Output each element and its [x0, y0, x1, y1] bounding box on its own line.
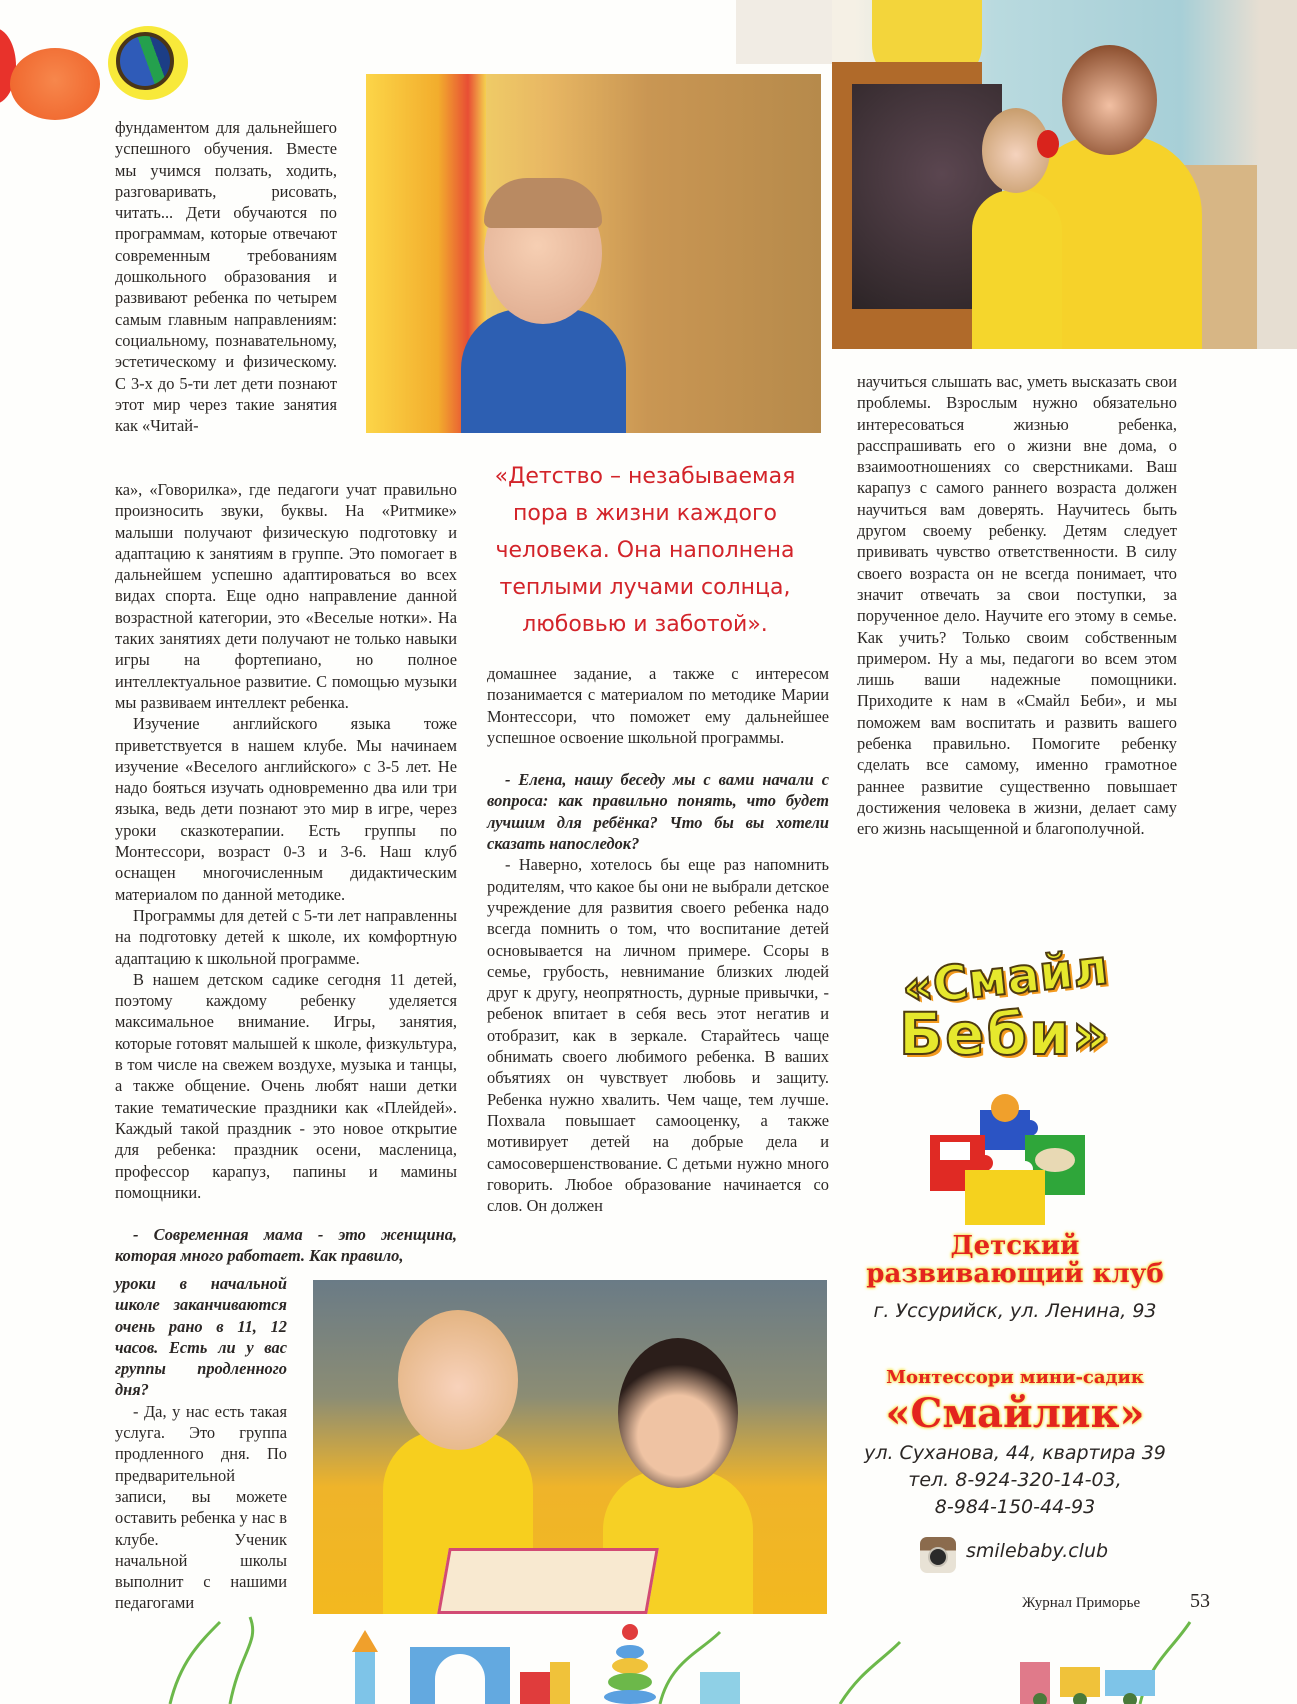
page-number: 53: [1190, 1590, 1210, 1612]
club-logo: [840, 939, 1170, 1068]
club-address: г. Уссурийск, ул. Ленина, 93: [873, 1300, 1157, 1322]
puzzle-book: [940, 1142, 970, 1160]
decorative-toys-footer: [140, 1612, 1297, 1704]
interview-answer: - Наверно, хотелось бы еще раз напомнить родителям, что какое бы они не выбрали детское учреждение для развития своего ребенка надо всегда помнить о том, что воспитание детей основывается на личном примере. Ссоры в семье, грубость, невнимание близких людей друг к другу, неопрятность, дурные привычки, - ребенок впитает в себя весь этот негатив и отобразит, как в зеркале. Старайтесь чаще обнимать своего любимого ребенка. В ваших объятиях он чувствует любовь и защиту. Ребенка нужно хвалить. Чем чаще, тем лучше. Похвала повышает самооценку, а также мотивирует детей на добрые дела и самосовершенствование. С детьми нужно много говорить. Любое образование начинается со слов. Он должен: [487, 855, 829, 1216]
block-yellow: [550, 1662, 570, 1704]
toy-train: [1020, 1662, 1155, 1704]
paragraph: ка», «Говорилка», где педагоги учат правильно произносить звуки, буквы. На «Ритмике» малыши получают физическую подготовку и адаптацию к занятиям в группе. Это помогает в дальнейшем успешно адаптироваться во всех видах спорта. Еще одно направление данной возрастной категории, это «Веселые нотки». На таких занятиях дети получают не только навыки игры на фортепиано, но полное интеллектуальное развитие. С помощью музыки мы развиваем интеллект ребенка.: [115, 480, 457, 712]
photo-teacher-head: [1062, 45, 1157, 155]
paragraph: Изучение английского языка тоже приветствуется в нашем клубе. Мы начинаем изучение «Веселого английского» с 3-5 лет. Не надо бояться изучать одновременно два или три языка, ведь дети познают это мир в игре, через уроки сказкотерапии. Есть группы по Монтессори, возраст 0-3 и 3-6. Наш клуб оснащен многочисленным дидактическим материалом по данной методике.: [115, 714, 457, 904]
interview-question: - Елена, нашу беседу мы с вами начали с вопроса: как правильно понять, что будет лучшим для ребёнка? Что бы вы хотели сказать напоследок?: [487, 770, 829, 854]
interview-question: уроки в начальной школе заканчиваются очень рано в 11, 12 часов. Есть ли у вас группы продленного дня?: [115, 1274, 287, 1400]
instagram-icon: [920, 1537, 956, 1573]
website-link[interactable]: smilebaby.club: [966, 1540, 1109, 1562]
photo-teacher-and-girl: [832, 0, 1297, 349]
puzzle-yellow: [965, 1170, 1045, 1225]
arch-cutout: [435, 1654, 485, 1704]
photo-boy-at-door: [366, 74, 821, 433]
phone-1: тел. 8-924-320-14-03,: [908, 1469, 1122, 1491]
puzzle-ball: [991, 1094, 1019, 1122]
logo-line-1: «Смайл: [899, 939, 1111, 1017]
photo-puzzle-board: [437, 1548, 659, 1614]
article-col2: [487, 663, 829, 1216]
puzzle-pieces-icon: [920, 1090, 1100, 1230]
photo-boy-shirt: [461, 309, 626, 433]
photo-girl-head: [618, 1338, 738, 1488]
article-col1-narrow: [115, 1273, 287, 1614]
puzzle-palette: [1035, 1148, 1075, 1172]
paragraph: Программы для детей с 5-ти лет направленны на подготовку детей к школе, их комфортную адаптацию к школьной программе.: [115, 905, 457, 968]
block-roof: [352, 1630, 378, 1652]
decorative-ball-icon: [116, 32, 174, 90]
article-col1-intro: [115, 117, 337, 436]
pull-quote: «Детство – незабываемая пора в жизни каждого человека. Она наполнена теплыми лучами солнца, любовью и заботой».: [494, 464, 796, 637]
block-red: [520, 1672, 550, 1704]
photo-kids-with-puzzle: [313, 1280, 827, 1614]
interview-answer: - Да, у нас есть такая услуга. Это группа продленного дня. По предварительной записи, вы можете оставить ребенка у нас в клубе. Ученик начальной школы выполнит с нашими педагогами: [115, 1401, 287, 1613]
journal-name: Журнал Приморье: [1022, 1595, 1141, 1611]
article-col3: [857, 371, 1177, 840]
photo-backdrop: [736, 0, 836, 64]
block-tower: [355, 1652, 375, 1704]
photo-girl: [972, 190, 1062, 349]
paragraph: домашнее задание, а также с интересом позанимается с материалом по методике Марии Монтессори, что поможет ему дальнейшее успешное освоение школьной программы.: [487, 664, 829, 747]
branch-name: «Смайлик»: [885, 1390, 1145, 1437]
photo-boy-hair: [484, 178, 602, 228]
paragraph: В нашем детском садике сегодня 11 детей, поэтому каждому ребенку уделяется максимальное внимание. Игры, занятия, которые готовят малышей к школе, физкультура, в том числе на свежем воздухе, музыка и танцы, а также общение. Очень любят наши детки такие тематические праздники как «Плейдей». Каждый такой праздник - это новое открытие для ребенка: праздник осени, масленица, профессор карапуз, папины и мамины помощники.: [115, 969, 457, 1202]
logo-line-2: Беби»: [898, 1000, 1112, 1068]
branch-title: Монтессори мини-садик: [886, 1367, 1144, 1388]
ring-pyramid: [604, 1624, 656, 1704]
paragraph: научиться слышать вас, уметь высказать свои проблемы. Взрослым нужно обязательно интересоваться жизнью ребенка, расспрашивать его о жизни вне дома, о взаимоотношениях со сверстниками. Ваш карапуз с самого раннего возраста должен научиться вам доверять. Научитесь быть другом своему ребенку. Детям следует прививать чувство ответственности. В силу своего возраста он не всегда понимает, что значит отвечать за свои поступки, за порученное дело. Научите его этому в семье. Как учить? Только своим собственным примером. Ну а мы, педагоги во всем этом лишь ваши надежные помощники. Приходите к нам в «Смайл Беби», и мы поможем вам воспитать и развить вашего ребенка правильно. Помогите ребенку сделать все самому, именно грамотное раннее развитие существенно повышает достижения человека в жизни, делает саму его жизнь насыщенной и благополучной.: [857, 372, 1177, 839]
decorative-orange-toy: [10, 48, 100, 120]
branch-address: ул. Суханова, 44, квартира 39: [864, 1442, 1166, 1464]
article-col1-main: [115, 479, 457, 1267]
branch-contacts: [850, 1440, 1180, 1521]
interview-question: - Современная мама - это женщина, которая много работает. Как правило,: [115, 1225, 457, 1266]
photo-boy-head: [398, 1310, 518, 1450]
phone-2: 8-984-150-44-93: [934, 1496, 1096, 1518]
club-type: Детский развивающий клуб: [866, 1231, 1164, 1289]
block-cyan: [700, 1672, 740, 1704]
paragraph: фундаментом для дальнейшего успешного обучения. Вместе мы учимся ползать, ходить, разговаривать, рисовать, читать... Дети обучаются по программам, которые отвечают современным требованиям дошкольного образования и развивают ребенка по четырем самым главным направлениям: социальному, познавательному, эстетическому и физическому. С 3-х до 5-ти лет дети познают этот мир через такие занятия как «Читай-: [115, 118, 337, 436]
photo-hair-bow: [1037, 130, 1059, 158]
